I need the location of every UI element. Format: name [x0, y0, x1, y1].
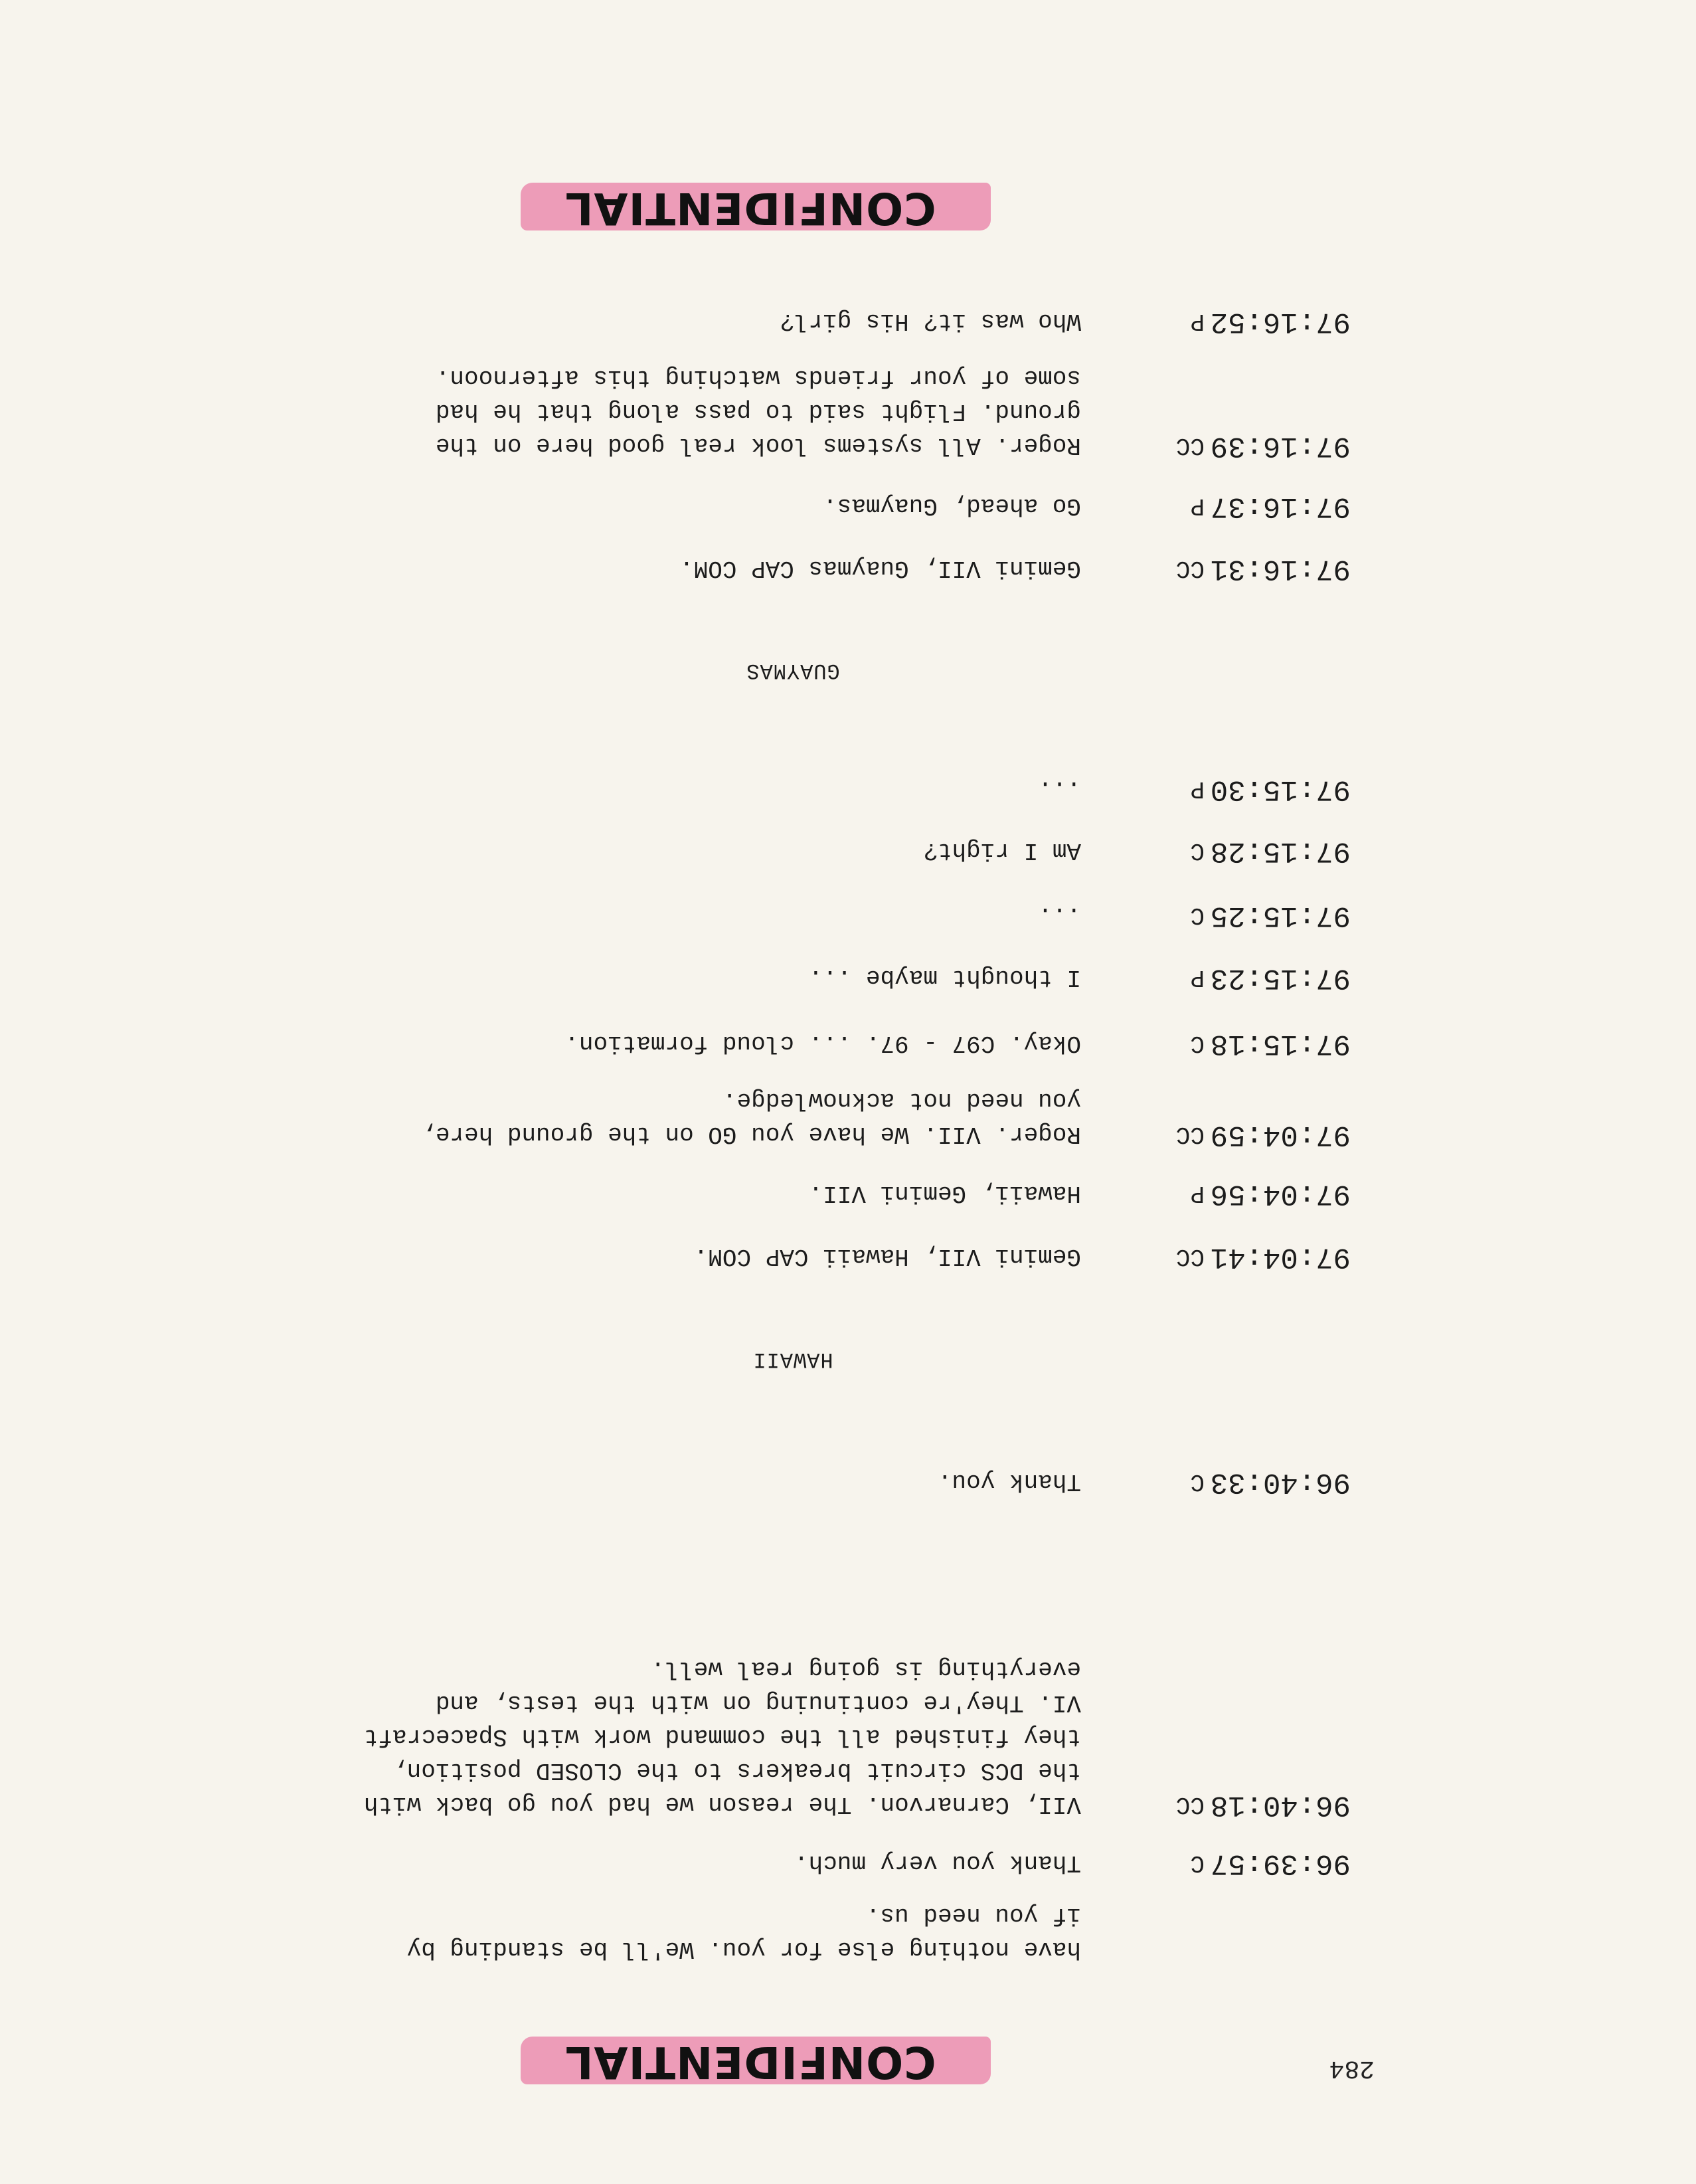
timestamp: 97:16:31	[1210, 552, 1351, 585]
section-heading-hawaii: HAWAII	[752, 1347, 833, 1372]
speaker: CC	[1175, 432, 1205, 459]
message-text: I thought maybe ...	[808, 964, 1081, 991]
speaker: CC	[1175, 1243, 1205, 1270]
message-text: Who was it? His girl?	[780, 308, 1081, 335]
speaker: P	[1190, 1180, 1205, 1207]
confidential-banner-bottom	[527, 183, 974, 234]
speaker: C	[1190, 1849, 1205, 1876]
speaker: C	[1190, 837, 1205, 864]
message-text: ...	[1038, 775, 1081, 802]
timestamp: 97:16:39	[1210, 429, 1351, 462]
timestamp: 97:16:37	[1210, 490, 1351, 523]
speaker: P	[1190, 492, 1205, 519]
speaker: CC	[1175, 1791, 1205, 1818]
timestamp: 97:04:59	[1210, 1118, 1351, 1151]
timestamp: 97:15:28	[1210, 834, 1351, 867]
message-text: Okay. C97 - 97. ... cloud formation.	[564, 1030, 1081, 1057]
page-number: 284	[1329, 2054, 1375, 2082]
speaker: CC	[1175, 1121, 1205, 1148]
banner-text: CONFIDENTIAL	[564, 2037, 936, 2088]
speaker: P	[1190, 775, 1205, 802]
message-text: Gemini VII, Guaymas CAP COM.	[679, 555, 1081, 582]
timestamp: 97:15:18	[1210, 1027, 1351, 1060]
timestamp: 97:15:25	[1210, 899, 1351, 932]
timestamp: 96:40:18	[1210, 1788, 1351, 1821]
message-text: VII, Carnarvon. The reason we had you go back with the DCS circuit breakers to the CLOSED position, they finished all the command work with Spacecraft VI. They're continuing on with the tests, and everything is going real well.	[363, 1655, 1081, 1818]
timestamp: 97:15:23	[1210, 961, 1351, 994]
message-text: Thank you very much.	[794, 1849, 1081, 1876]
message-text: Go ahead, Guaymas.	[823, 492, 1081, 519]
message-text: Gemini VII, Hawaii CAP COM.	[693, 1243, 1081, 1270]
confidential-banner-top	[527, 2037, 974, 2088]
section-heading-guaymas: GUAYMAS	[746, 658, 840, 683]
banner-text: CONFIDENTIAL	[564, 183, 936, 234]
timestamp: 96:39:57	[1210, 1847, 1351, 1880]
timestamp: 97:04:56	[1210, 1177, 1351, 1210]
message-text: ...	[1038, 901, 1081, 929]
speaker: P	[1190, 964, 1205, 991]
timestamp: 97:16:52	[1210, 305, 1351, 338]
speaker: C	[1190, 901, 1205, 929]
speaker: C	[1190, 1030, 1205, 1057]
message-text: Hawaii, Gemini VII.	[808, 1180, 1081, 1207]
message-text: Roger. All systems look real good here on the ground. Flight said to pass along that he had some of your friends watching this afternoon.	[435, 364, 1081, 459]
timestamp: 97:15:30	[1210, 773, 1351, 806]
message-text: Am I right?	[923, 837, 1081, 864]
speaker: CC	[1175, 555, 1205, 582]
timestamp: 96:40:33	[1210, 1465, 1351, 1499]
message-text: have nothing else for you. We'll be standing by if you need us.	[406, 1902, 1081, 1963]
message-text: Roger. VII. We have you GO on the ground here, you need not acknowledge.	[421, 1087, 1081, 1148]
message-text: Thank you.	[937, 1468, 1081, 1495]
timestamp: 97:04:41	[1210, 1240, 1351, 1273]
speaker: P	[1190, 308, 1205, 335]
speaker: C	[1190, 1468, 1205, 1495]
